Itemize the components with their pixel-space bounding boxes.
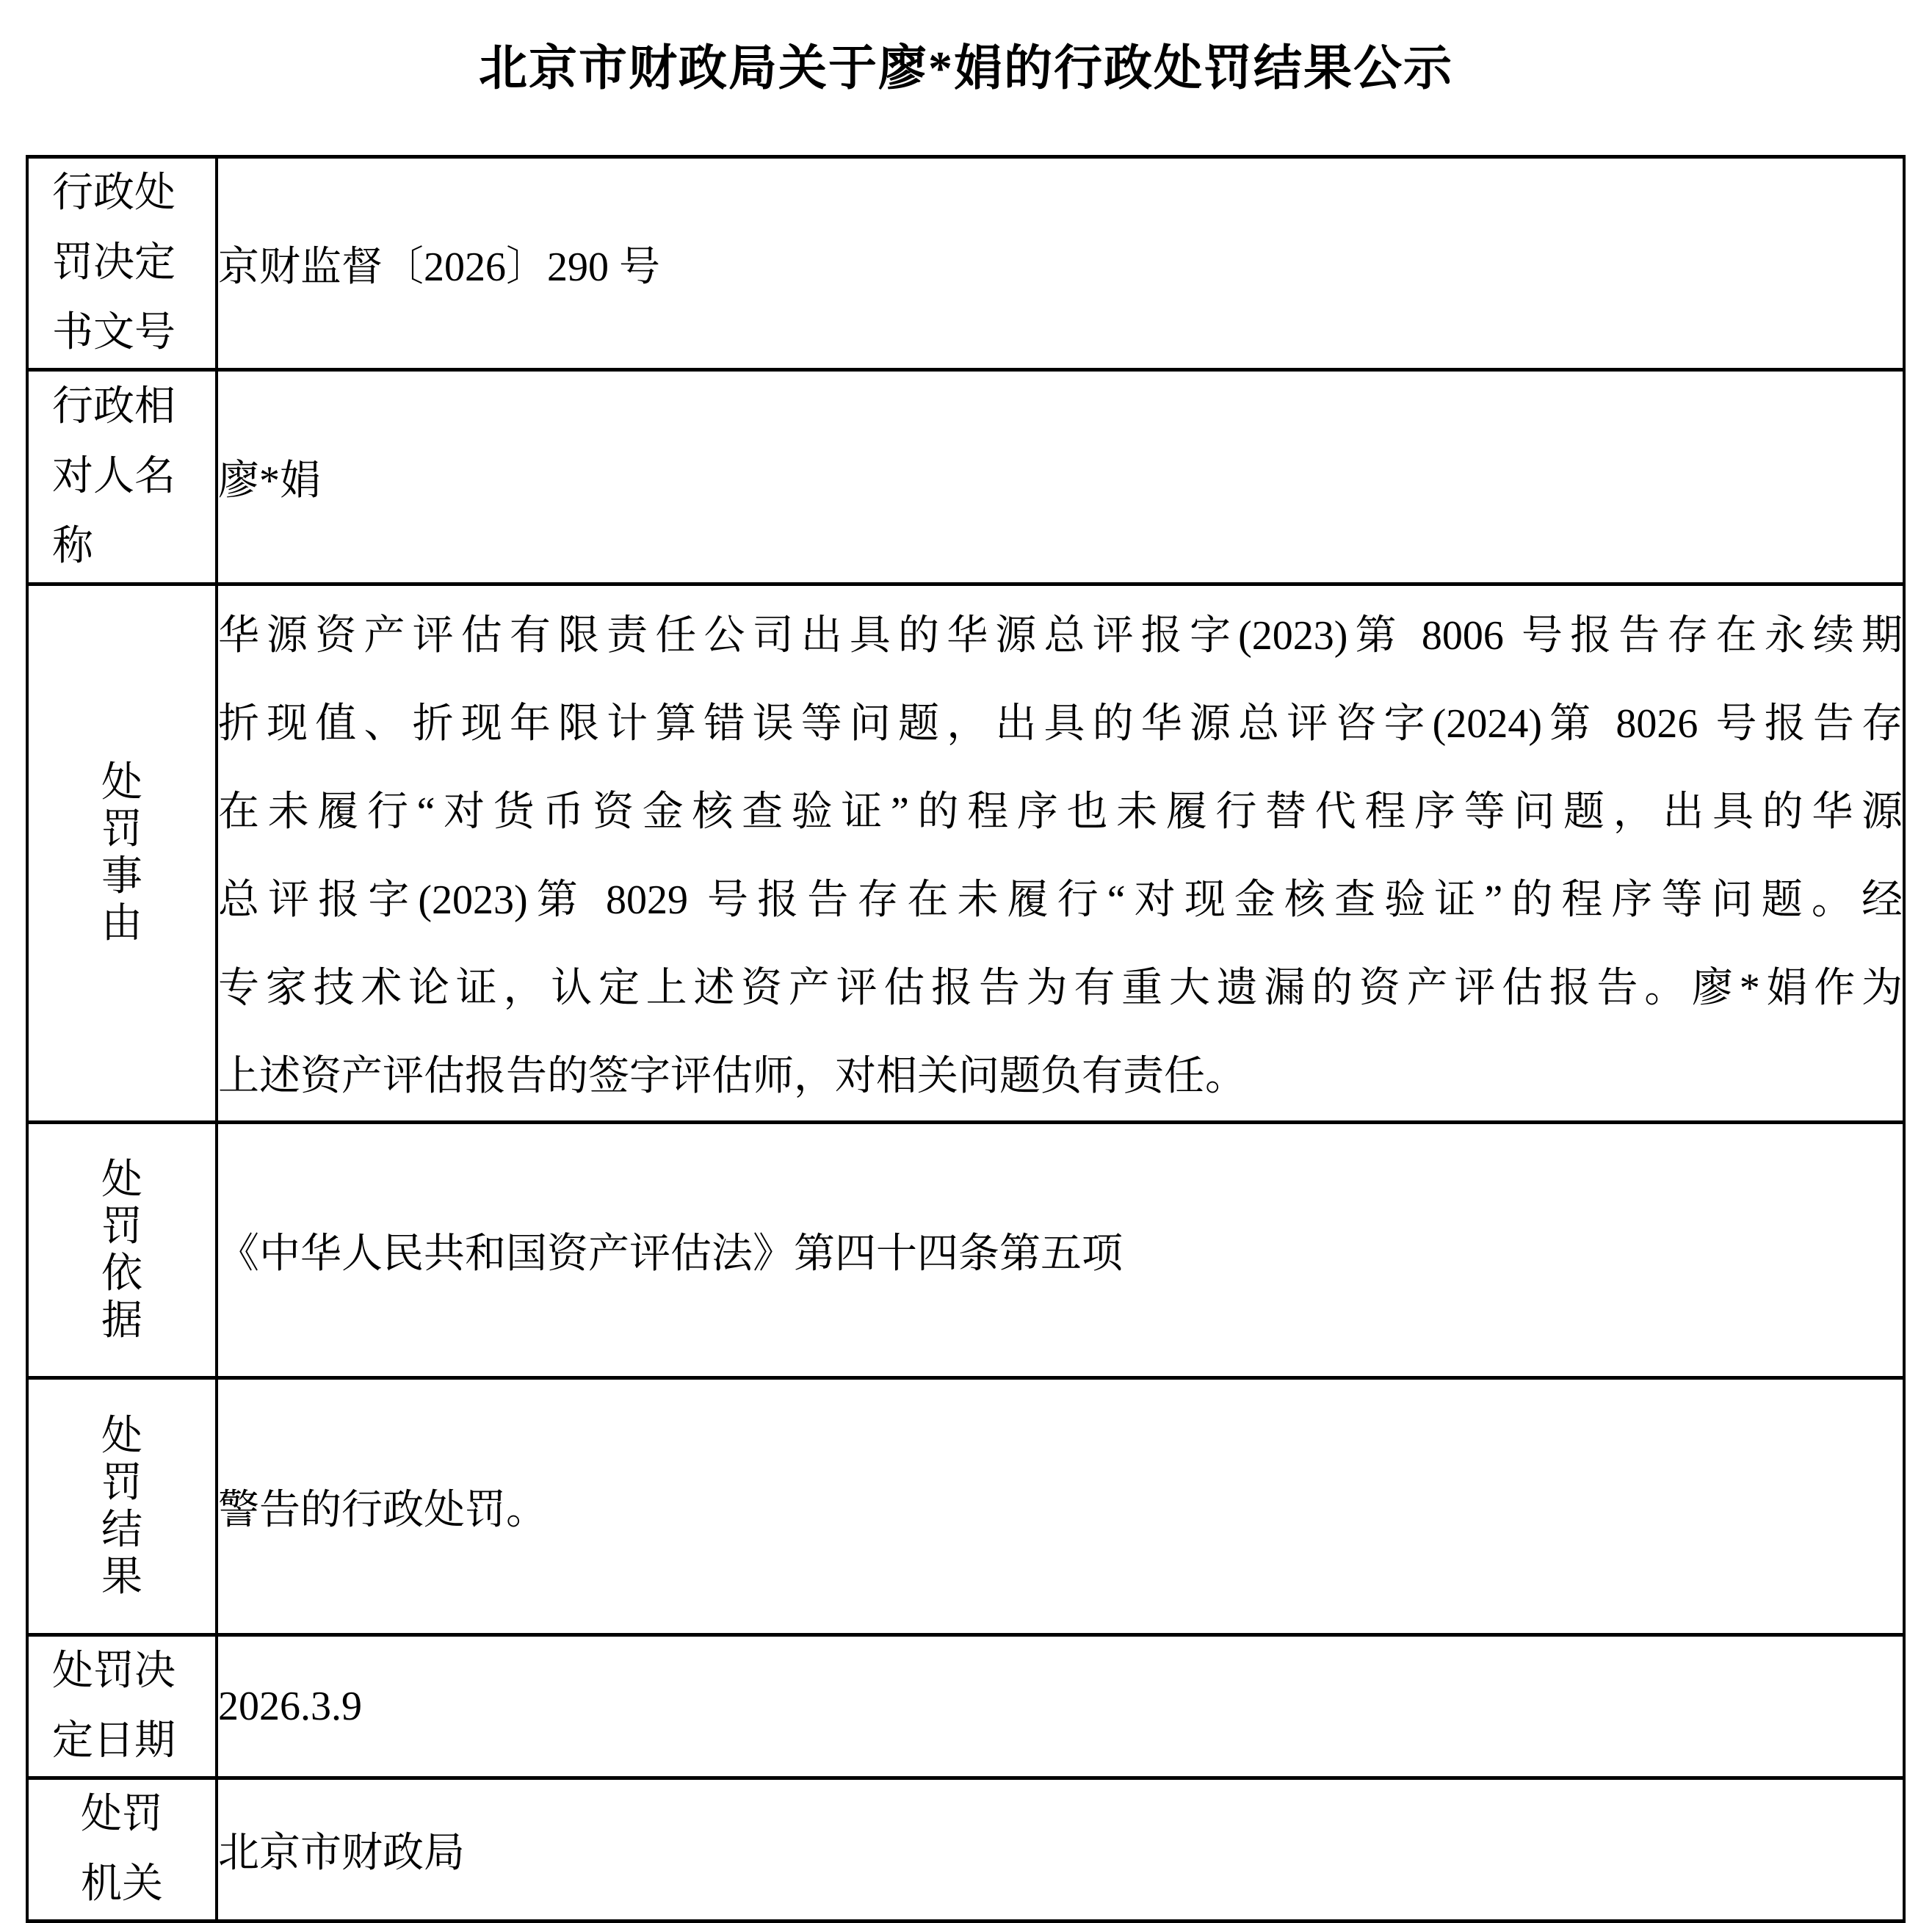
penalty-authority-text: 北京市财政局	[218, 1830, 465, 1876]
label-line: 行政相	[52, 384, 176, 430]
label-char: 处	[101, 760, 142, 805]
label-char: 罚	[101, 1203, 142, 1250]
penalty-basis-text: 《中华人民共和国资产评估法》第四十四条第五项	[218, 1231, 1123, 1277]
label-line: 处罚	[81, 1792, 163, 1837]
row-value-penalty-authority	[217, 1778, 1904, 1922]
row-label-decision-number	[27, 157, 217, 370]
paragraph-line: 上述资产评估报告的签字评估师，对相关问题负有责任。	[218, 1054, 1246, 1099]
table-row-decision-number	[27, 157, 1904, 370]
decision-number-text: 京财监督〔2026〕290 号	[218, 244, 660, 290]
row-label-penalty-basis	[27, 1123, 217, 1378]
paragraph-line: 总评报字(2023)第 8029 号报告存在未履行“对现金核查验证”的程序等问题。经	[218, 877, 1903, 923]
label-line: 定日期	[52, 1718, 176, 1764]
label-line: 罚决定	[52, 240, 176, 286]
decision-date-text: 2026.3.9	[218, 1684, 362, 1729]
table-row-party-name	[27, 370, 1904, 584]
paragraph-line: 华源资产评估有限责任公司出具的华源总评报字(2023)第 8006 号报告存在永续期	[218, 613, 1903, 659]
row-value-decision-number	[217, 157, 1904, 370]
label-char: 依	[101, 1250, 142, 1297]
paragraph-line: 专家技术论证，认定上述资产评估报告为有重大遗漏的资产评估报告。廖*娟作为	[218, 966, 1903, 1011]
label-line: 行政处	[52, 170, 176, 216]
label-char: 事	[101, 854, 142, 899]
label-line: 处罚决	[52, 1648, 176, 1694]
label-line: 对人名	[52, 454, 176, 499]
row-value-penalty-reason	[217, 584, 1904, 1123]
label-char: 据	[101, 1297, 142, 1344]
penalty-reason-paragraph	[218, 586, 1903, 1120]
label-char: 结	[101, 1507, 142, 1553]
row-value-penalty-result	[217, 1378, 1904, 1635]
label-line: 机关	[81, 1861, 163, 1907]
paragraph-line: 折现值、折现年限计算错误等问题，出具的华源总评咨字(2024)第 8026 号报告存	[218, 701, 1903, 747]
label-char: 罚	[101, 1460, 142, 1506]
row-value-penalty-basis	[217, 1123, 1904, 1378]
label-char: 果	[101, 1554, 142, 1600]
row-label-decision-date	[27, 1635, 217, 1778]
paragraph-line: 在未履行“对货币资金核查验证”的程序也未履行替代程序等问题，出具的华源	[218, 789, 1903, 835]
table-row-penalty-result	[27, 1378, 1904, 1635]
page-title: 北京市财政局关于廖*娟的行政处罚结果公示	[479, 42, 1453, 95]
table-row-penalty-basis	[27, 1123, 1904, 1378]
label-line: 书文号	[52, 310, 176, 355]
row-value-party-name	[217, 370, 1904, 584]
row-label-penalty-reason	[27, 584, 217, 1123]
penalty-result-table	[26, 155, 1906, 1923]
table-row-decision-date	[27, 1635, 1904, 1778]
party-name-text: 廖*娟	[218, 457, 321, 504]
table-row-penalty-authority	[27, 1778, 1904, 1922]
row-label-penalty-authority	[27, 1778, 217, 1922]
label-char: 罚	[101, 807, 142, 852]
label-char: 由	[101, 901, 142, 946]
label-char: 处	[101, 1156, 142, 1203]
row-value-decision-date	[217, 1635, 1904, 1778]
label-line: 称	[52, 524, 93, 569]
table-row-penalty-reason	[27, 584, 1904, 1123]
label-char: 处	[101, 1413, 142, 1459]
row-label-penalty-result	[27, 1378, 217, 1635]
penalty-result-text: 警告的行政处罚。	[218, 1487, 547, 1533]
row-label-party-name	[27, 370, 217, 584]
